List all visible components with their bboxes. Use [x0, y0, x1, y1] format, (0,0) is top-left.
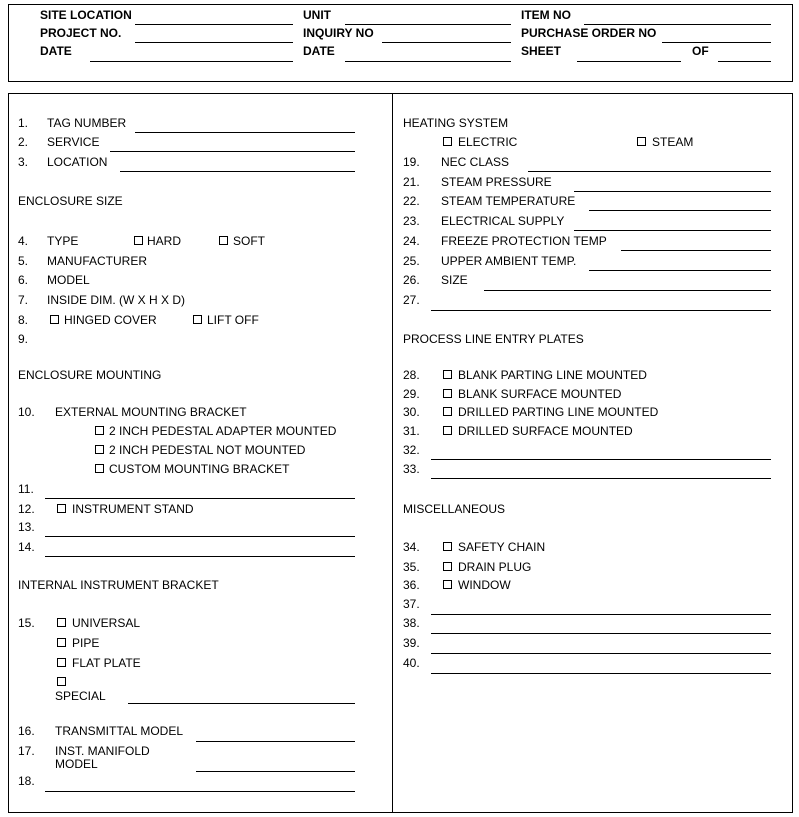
item-number-9: 9. [18, 332, 29, 346]
inst-manifold-model-field[interactable] [196, 771, 355, 772]
item-11-field[interactable] [45, 498, 355, 499]
pedestal-adapter-checkbox[interactable] [95, 426, 104, 435]
model-label: MODEL [47, 273, 90, 287]
steam-temperature-label: STEAM TEMPERATURE [441, 194, 576, 208]
lift-off-label: LIFT OFF [207, 313, 259, 327]
item-number-38: 38. [403, 616, 420, 630]
pipe-label: PIPE [72, 636, 100, 650]
item-number-8: 8. [18, 313, 29, 327]
pipe-checkbox[interactable] [57, 638, 66, 647]
instrument-stand-checkbox[interactable] [57, 504, 66, 513]
special-checkbox[interactable] [57, 677, 66, 686]
column-divider [392, 93, 393, 812]
item-32-field[interactable] [431, 459, 771, 460]
hard-label: HARD [147, 234, 182, 248]
item-number-37: 37. [403, 597, 420, 611]
nec-class-label: NEC CLASS [441, 155, 510, 169]
item-33-field[interactable] [431, 478, 771, 479]
item-27-field[interactable] [431, 310, 771, 311]
universal-checkbox[interactable] [57, 618, 66, 627]
special-label: SPECIAL [55, 689, 106, 703]
steam-label: STEAM [652, 135, 694, 149]
purchase-order-no-field[interactable] [662, 42, 771, 43]
steam-temperature-field[interactable] [589, 210, 771, 211]
item-no-label: ITEM NO [521, 8, 571, 22]
item-number-26: 26. [403, 273, 420, 287]
electrical-supply-field[interactable] [574, 230, 771, 231]
item-number-35: 35. [403, 560, 420, 574]
manufacturer-label: MANUFACTURER [47, 254, 148, 268]
item-number-1: 1. [18, 116, 29, 130]
item-37-field[interactable] [431, 614, 771, 615]
size-label: SIZE [441, 273, 468, 287]
soft-label: SOFT [233, 234, 265, 248]
item-number-17: 17. [18, 744, 35, 758]
hinged-cover-checkbox[interactable] [50, 315, 59, 324]
site-location-label: SITE LOCATION [40, 8, 132, 22]
item-number-23: 23. [403, 214, 420, 228]
pedestal-not-mounted-checkbox[interactable] [95, 445, 104, 454]
nec-class-field[interactable] [528, 171, 771, 172]
item-number-14: 14. [18, 540, 35, 554]
item-number-7: 7. [18, 293, 29, 307]
of-field[interactable] [718, 61, 771, 62]
item-14-field[interactable] [45, 556, 355, 557]
size-field[interactable] [484, 290, 771, 291]
steam-pressure-label: STEAM PRESSURE [441, 175, 552, 189]
flat-plate-checkbox[interactable] [57, 658, 66, 667]
inquiry-no-label: INQUIRY NO [303, 26, 374, 40]
soft-checkbox[interactable] [219, 236, 228, 245]
flat-plate-label: FLAT PLATE [72, 656, 141, 670]
item-number-19: 19. [403, 155, 420, 169]
item-number-15: 15. [18, 616, 35, 630]
item-number-31: 31. [403, 424, 420, 438]
transmittal-model-field[interactable] [196, 741, 355, 742]
item-number-4: 4. [18, 234, 29, 248]
item-number-39: 39. [403, 636, 420, 650]
transmittal-model-label: TRANSMITTAL MODEL [55, 724, 184, 738]
drain-plug-checkbox[interactable] [443, 562, 452, 571]
item-number-3: 3. [18, 155, 29, 169]
hinged-cover-label: HINGED COVER [64, 313, 157, 327]
item-40-field[interactable] [431, 673, 771, 674]
item-number-10: 10. [18, 405, 35, 419]
item-number-11: 11. [18, 482, 34, 496]
electric-label: ELECTRIC [458, 135, 518, 149]
item-number-12: 12. [18, 502, 35, 516]
miscellaneous-heading: MISCELLANEOUS [403, 502, 506, 516]
item-number-29: 29. [403, 387, 420, 401]
type-label: TYPE [47, 234, 79, 248]
custom-bracket-checkbox[interactable] [95, 464, 104, 473]
window-checkbox[interactable] [443, 580, 452, 589]
item-38-field[interactable] [431, 633, 771, 634]
tag-number-field[interactable] [135, 132, 355, 133]
item-number-33: 33. [403, 462, 420, 476]
project-no-label: PROJECT NO. [40, 26, 122, 40]
steam-pressure-field[interactable] [574, 191, 771, 192]
blank-parting-checkbox[interactable] [443, 370, 452, 379]
tag-number-label: TAG NUMBER [47, 116, 127, 130]
inst-manifold-label: INST. MANIFOLD [55, 744, 150, 758]
item-no-field[interactable] [584, 24, 771, 25]
universal-label: UNIVERSAL [72, 616, 141, 630]
blank-surface-checkbox[interactable] [443, 389, 452, 398]
enclosure-size-heading: ENCLOSURE SIZE [18, 194, 123, 208]
project-no-field[interactable] [135, 42, 293, 43]
of-label: OF [692, 44, 709, 58]
sheet-label: SHEET [521, 44, 562, 58]
electrical-supply-label: ELECTRICAL SUPPLY [441, 214, 565, 228]
upper-ambient-label: UPPER AMBIENT TEMP. [441, 254, 577, 268]
drilled-parting-checkbox[interactable] [443, 407, 452, 416]
item-39-field[interactable] [431, 653, 771, 654]
pedestal-adapter-label: 2 INCH PEDESTAL ADAPTER MOUNTED [109, 424, 337, 438]
inst-manifold-model-label: MODEL [55, 757, 98, 771]
inquiry-no-field[interactable] [382, 42, 511, 43]
enclosure-mounting-heading: ENCLOSURE MOUNTING [18, 368, 162, 382]
item-number-24: 24. [403, 234, 420, 248]
steam-checkbox[interactable] [637, 137, 646, 146]
site-location-field[interactable] [135, 24, 293, 25]
external-mounting-bracket-label: EXTERNAL MOUNTING BRACKET [55, 405, 247, 419]
service-label: SERVICE [47, 135, 100, 149]
pedestal-not-mounted-label: 2 INCH PEDESTAL NOT MOUNTED [109, 443, 306, 457]
date-label-1: DATE [40, 44, 72, 58]
item-number-30: 30. [403, 405, 420, 419]
safety-chain-checkbox[interactable] [443, 542, 452, 551]
item-13-field[interactable] [45, 536, 355, 537]
item-number-40: 40. [403, 656, 420, 670]
location-field[interactable] [120, 171, 355, 172]
item-18-field[interactable] [45, 791, 355, 792]
safety-chain-label: SAFETY CHAIN [458, 540, 546, 554]
freeze-protection-label: FREEZE PROTECTION TEMP [441, 234, 607, 248]
date-field-1[interactable] [90, 61, 293, 62]
inside-dim-label: INSIDE DIM. (W X H X D) [47, 293, 185, 307]
item-number-13: 13. [18, 520, 35, 534]
item-number-2: 2. [18, 135, 29, 149]
heating-system-heading: HEATING SYSTEM [403, 116, 509, 130]
custom-bracket-label: CUSTOM MOUNTING BRACKET [109, 462, 290, 476]
item-number-16: 16. [18, 724, 35, 738]
drain-plug-label: DRAIN PLUG [458, 560, 532, 574]
sheet-field[interactable] [577, 61, 681, 62]
item-number-18: 18. [18, 774, 35, 788]
item-number-21: 21. [403, 175, 420, 189]
special-field[interactable] [128, 703, 355, 704]
item-number-6: 6. [18, 273, 29, 287]
date-field-2[interactable] [345, 61, 511, 62]
item-number-27: 27. [403, 293, 420, 307]
purchase-order-no-label: PURCHASE ORDER NO [521, 26, 657, 40]
item-number-36: 36. [403, 578, 420, 592]
unit-label: UNIT [303, 8, 331, 22]
unit-field[interactable] [345, 24, 511, 25]
item-number-5: 5. [18, 254, 29, 268]
drilled-surface-checkbox[interactable] [443, 426, 452, 435]
electric-checkbox[interactable] [443, 137, 452, 146]
drilled-surface-label: DRILLED SURFACE MOUNTED [458, 424, 633, 438]
service-field[interactable] [110, 151, 355, 152]
freeze-protection-field[interactable] [621, 250, 771, 251]
item-number-28: 28. [403, 368, 420, 382]
hard-checkbox[interactable] [134, 236, 143, 245]
item-number-34: 34. [403, 540, 420, 554]
blank-surface-label: BLANK SURFACE MOUNTED [458, 387, 622, 401]
lift-off-checkbox[interactable] [193, 315, 202, 324]
date-label-2: DATE [303, 44, 335, 58]
internal-instrument-bracket-heading: INTERNAL INSTRUMENT BRACKET [18, 578, 219, 592]
window-label: WINDOW [458, 578, 511, 592]
item-number-25: 25. [403, 254, 420, 268]
blank-parting-label: BLANK PARTING LINE MOUNTED [458, 368, 647, 382]
location-label: LOCATION [47, 155, 108, 169]
item-number-22: 22. [403, 194, 420, 208]
upper-ambient-field[interactable] [589, 270, 771, 271]
instrument-stand-label: INSTRUMENT STAND [72, 502, 194, 516]
process-line-heading: PROCESS LINE ENTRY PLATES [403, 332, 584, 346]
item-number-32: 32. [403, 443, 420, 457]
drilled-parting-label: DRILLED PARTING LINE MOUNTED [458, 405, 659, 419]
